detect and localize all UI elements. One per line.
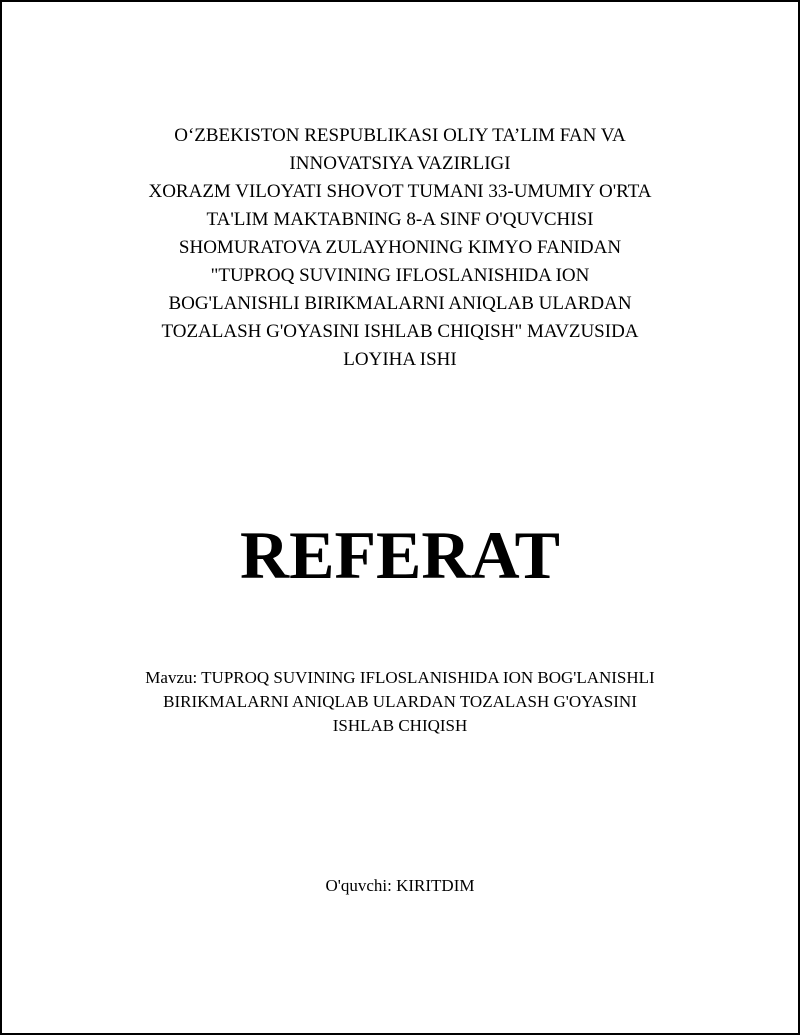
header-line: TA'LIM MAKTABNING 8-A SINF O'QUVCHISI (206, 209, 594, 230)
topic-line: BIRIKMALARNI ANIQLAB ULARDAN TOZALASH G'OYASINI (163, 692, 637, 711)
topic-line: Mavzu: TUPROQ SUVINING IFLOSLANISHIDA ION BOG'LANISHLI (145, 668, 655, 687)
header-line: TOZALASH G'OYASINI ISHLAB CHIQISH" MAVZUSIDA (161, 321, 639, 342)
header-text (0, 122, 800, 374)
header-line: BOG'LANISHLI BIRIKMALARNI ANIQLAB ULARDAN (168, 293, 632, 314)
student-name: O'quvchi: KIRITDIM (325, 876, 475, 895)
header-line: SHOMURATOVA ZULAYHONING KIMYO FANIDAN (178, 237, 622, 258)
topic-line: ISHLAB CHIQISH (332, 716, 468, 735)
header-line: INNOVATSIYA VAZIRLIGI (289, 153, 511, 174)
document-title: REFERAT (240, 517, 560, 593)
header-line: XORAZM VILOYATI SHOVOT TUMANI 33-UMUMIY O'RTA (148, 181, 652, 202)
header-line: O‘ZBEKISTON RESPUBLIKASI OLIY TA’LIM FAN VA (174, 125, 626, 146)
header-line: "TUPROQ SUVINING IFLOSLANISHIDA ION (210, 265, 590, 286)
header-line: LOYIHA ISHI (343, 349, 457, 370)
topic-text (0, 666, 800, 738)
